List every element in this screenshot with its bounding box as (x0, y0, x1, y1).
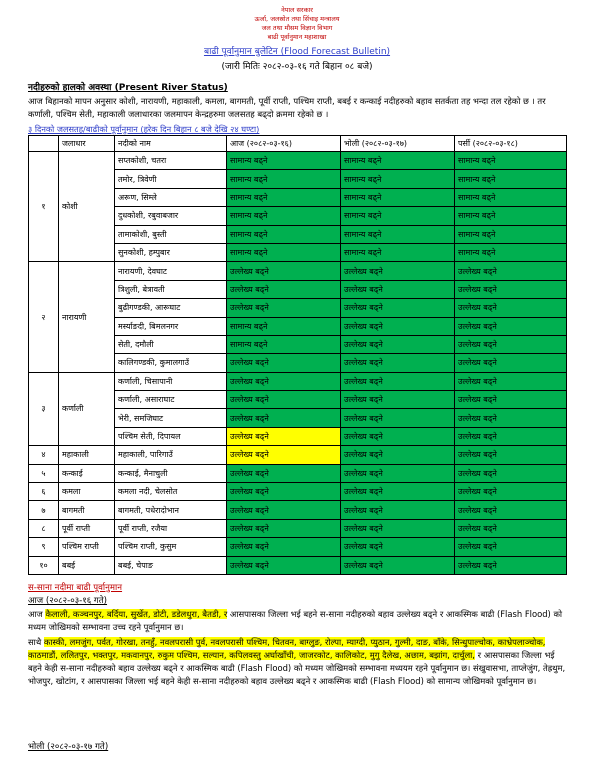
basin-number: ८ (29, 519, 59, 537)
forecast-cell-d2: उल्लेख्य बढ्ने (341, 538, 455, 556)
header-line-division: बाढी पूर्वानुमान महाशाखा (267, 33, 327, 41)
header-line-ministry: ऊर्जा, जलस्रोत तथा सिंचाइ मन्त्रालय (254, 15, 340, 23)
forecast-cell-d1: उल्लेख्य बढ्ने (227, 464, 341, 482)
station-name: त्रिशुली, बेत्रावती (115, 280, 227, 298)
forecast-cell-d1: उल्लेख्य बढ्ने (227, 483, 341, 501)
basin-number: ३ (29, 372, 59, 446)
forecast-cell-d1: उल्लेख्य बढ्ने (227, 391, 341, 409)
forecast-cell-d1: उल्लेख्य बढ्ने (227, 409, 341, 427)
para1-lead: आज (28, 608, 46, 619)
forecast-cell-d3: सामान्य बढ्ने (455, 207, 567, 225)
forecast-table (28, 135, 567, 575)
station-name: महाकाली, पारिगाउँ (115, 446, 227, 464)
forecast-cell-d3: उल्लेख्य बढ्ने (455, 538, 567, 556)
forecast-cell-d3: उल्लेख्य बढ्ने (455, 501, 567, 519)
header-basin: जलाधार (59, 136, 115, 152)
header-line-government: नेपाल सरकार (281, 6, 313, 14)
station-name: भेरी, समजिघाट (115, 409, 227, 427)
station-name: सुनकोशी, हम्पुबार (115, 243, 227, 261)
forecast-cell-d2: सामान्य बढ्ने (341, 188, 455, 206)
header-station: नदीको नाम (115, 136, 227, 152)
forecast-cell-d2: सामान्य बढ्ने (341, 152, 455, 170)
table-row (29, 372, 567, 390)
station-name: कन्काई, मैनाचुली (115, 464, 227, 482)
forecast-cell-d3: उल्लेख्य बढ्ने (455, 556, 567, 574)
forecast-cell-d3: उल्लेख्य बढ्ने (455, 317, 567, 335)
basin-name: बबई (59, 556, 115, 574)
station-name: अरूण, सिम्ले (115, 188, 227, 206)
basin-number: ९ (29, 538, 59, 556)
station-name: पश्चिम सेती, दिपायल (115, 427, 227, 445)
forecast-heading: ३ दिनको जलसतह/बाढीको पूर्वानुमान (हरेक दिन बिहान ८ बजे देखि २४ घण्टा) (28, 124, 260, 134)
station-name: नारायणी, देवघाट (115, 262, 227, 280)
table-row (29, 262, 567, 280)
basin-number: ४ (29, 446, 59, 464)
forecast-cell-d3: उल्लेख्य बढ्ने (455, 483, 567, 501)
basin-name: कमला (59, 483, 115, 501)
table-row (29, 152, 567, 170)
forecast-cell-d1: उल्लेख्य बढ्ने (227, 262, 341, 280)
forecast-cell-d1: उल्लेख्य बढ्ने (227, 372, 341, 390)
forecast-cell-d1: उल्लेख्य बढ्ने (227, 427, 341, 445)
basin-name: कन्काई (59, 464, 115, 482)
table-row (29, 538, 567, 556)
forecast-cell-d3: उल्लेख्य बढ्ने (455, 464, 567, 482)
station-name: बागमती, पधेरादोभान (115, 501, 227, 519)
forecast-cell-d1: उल्लेख्य बढ्ने (227, 538, 341, 556)
basin-name: महाकाली (59, 446, 115, 464)
small-rivers-para-1 (28, 608, 566, 634)
forecast-cell-d1: उल्लेख्य बढ्ने (227, 299, 341, 317)
forecast-cell-d1: सामान्य बढ्ने (227, 225, 341, 243)
station-name: कालिगण्डकी, कुमालगाउँ (115, 354, 227, 372)
forecast-cell-d1: उल्लेख्य बढ्ने (227, 354, 341, 372)
forecast-cell-d3: उल्लेख्य बढ्ने (455, 280, 567, 298)
basin-number: १ (29, 152, 59, 262)
station-name: कर्णाली, असाराघाट (115, 391, 227, 409)
header-today: आज (२०८२-०३-१६) (227, 136, 341, 152)
station-name: तमोर, त्रिवेणी (115, 170, 227, 188)
forecast-cell-d3: उल्लेख्य बढ्ने (455, 354, 567, 372)
station-name: सप्तकोशी, चतरा (115, 152, 227, 170)
station-name: दुधकोशी, रबुवाबजार (115, 207, 227, 225)
station-name: कमला नदी, चेलसोत (115, 483, 227, 501)
forecast-cell-d3: उल्लेख्य बढ्ने (455, 335, 567, 353)
header-day-after: पर्सी (२०८२-०३-१८) (455, 136, 567, 152)
forecast-cell-d1: उल्लेख्य बढ्ने (227, 280, 341, 298)
issued-date: (जारी मितिः २०८२-०३-१६ गते बिहान ०८ बजे) (221, 62, 373, 72)
forecast-cell-d2: सामान्य बढ्ने (341, 207, 455, 225)
header-tomorrow: भोली (२०८२-०३-१७) (341, 136, 455, 152)
forecast-cell-d2: उल्लेख्य बढ्ने (341, 519, 455, 537)
forecast-cell-d2: उल्लेख्य बढ्ने (341, 262, 455, 280)
forecast-cell-d3: सामान्य बढ्ने (455, 188, 567, 206)
forecast-cell-d2: सामान्य बढ्ने (341, 225, 455, 243)
table-body (29, 152, 567, 575)
forecast-cell-d3: सामान्य बढ्ने (455, 243, 567, 261)
forecast-cell-d2: सामान्य बढ्ने (341, 243, 455, 261)
header-num (29, 136, 59, 152)
forecast-cell-d2: उल्लेख्य बढ्ने (341, 501, 455, 519)
forecast-cell-d3: उल्लेख्य बढ्ने (455, 427, 567, 445)
station-name: पूर्वी राप्ती, रजैया (115, 519, 227, 537)
forecast-cell-d1: सामान्य बढ्ने (227, 170, 341, 188)
forecast-cell-d2: उल्लेख्य बढ्ने (341, 427, 455, 445)
basin-name: नारायणी (59, 262, 115, 372)
station-name: सेती, दमौली (115, 335, 227, 353)
forecast-cell-d3: उल्लेख्य बढ्ने (455, 262, 567, 280)
header-line-department: जल तथा मौसम विज्ञान विभाग (261, 24, 333, 32)
station-name: मर्स्याङदी, बिमलनगर (115, 317, 227, 335)
forecast-cell-d2: सामान्य बढ्ने (341, 170, 455, 188)
basin-number: ६ (29, 483, 59, 501)
station-name: तामाकोशी, बुस्ती (115, 225, 227, 243)
para2-rest: र आसपासका जिल्ला भई बहने केही स-साना नदीहरुको बहाव उल्लेख्य बढ्ने र आकस्मिक बाढी (Flash Flood) को मध्यम जोखिमको सम्भावना मध्ययम रहने पूर्वानुमान छ। संखुवासभा, ताप्लेजुंग, तेह्रथुम, भोजपुर, खोटांग, र आसपासका जिल्ला भई बहने केही स-साना नदीहरुको बहाव उल्लेख्य बढ्ने र आकस्मिक बाढी (Flash Flood) को सामान्य जोखिमको पूर्वानुमान छ। (28, 649, 566, 686)
forecast-cell-d3: सामान्य बढ्ने (455, 152, 567, 170)
forecast-cell-d3: सामान्य बढ्ने (455, 225, 567, 243)
basin-name: बागमती (59, 501, 115, 519)
table-header-row (29, 136, 567, 152)
river-status-heading: नदीहरुको हालको अवस्था (Present River Status) (28, 83, 228, 93)
river-status-text: आज बिहानको मापन अनुसार कोशी, नारायणी, महाकाली, कमला, बागमती, पूर्वी राप्ती, पश्चिम राप्ती, बबई र कन्काई नदीहरुको बहाव सतर्कता तह भन्दा तल रहेको छ । तर कर्णाली, पश्चिम सेती, महाकाली जलाधारका जलमापन केन्द्रहरुमा जलसतह बढ्दो क्रममा रहेको छ । (28, 96, 546, 119)
forecast-cell-d1: सामान्य बढ्ने (227, 335, 341, 353)
basin-name: कोशी (59, 152, 115, 262)
today-label: आज (२०८२-०३-१६ गते) (28, 595, 108, 606)
station-name: बुढीगण्डकी, आरूघाट (115, 299, 227, 317)
forecast-cell-d2: उल्लेख्य बढ्ने (341, 335, 455, 353)
forecast-cell-d3: उल्लेख्य बढ्ने (455, 391, 567, 409)
forecast-cell-d2: उल्लेख्य बढ्ने (341, 299, 455, 317)
forecast-cell-d1: सामान्य बढ्ने (227, 152, 341, 170)
basin-number: २ (29, 262, 59, 372)
station-name: पश्चिम राप्ती, कुसुम (115, 538, 227, 556)
forecast-cell-d1: उल्लेख्य बढ्ने (227, 501, 341, 519)
forecast-cell-d2: उल्लेख्य बढ्ने (341, 372, 455, 390)
basin-name: पूर्वी राप्ती (59, 519, 115, 537)
table-row (29, 519, 567, 537)
tomorrow-label: भोली (२०८२-०३-१७ गते) (28, 742, 109, 752)
para1-highlight: कैलाली, कञ्चनपुर, बर्दिया, सुर्खेत, डोटी, डडेलधुरा, बैतडी, र (45, 608, 228, 619)
small-rivers-para-2 (28, 636, 566, 688)
table-row (29, 446, 567, 464)
table-row (29, 483, 567, 501)
basin-name: पश्चिम राप्ती (59, 538, 115, 556)
forecast-cell-d1: उल्लेख्य बढ्ने (227, 519, 341, 537)
forecast-cell-d1: सामान्य बढ्ने (227, 317, 341, 335)
forecast-cell-d2: उल्लेख्य बढ्ने (341, 446, 455, 464)
forecast-cell-d3: उल्लेख्य बढ्ने (455, 299, 567, 317)
basin-name: कर्णाली (59, 372, 115, 446)
forecast-cell-d2: उल्लेख्य बढ्ने (341, 483, 455, 501)
forecast-cell-d2: उल्लेख्य बढ्ने (341, 556, 455, 574)
basin-number: ५ (29, 464, 59, 482)
forecast-cell-d3: सामान्य बढ्ने (455, 170, 567, 188)
forecast-cell-d3: उल्लेख्य बढ्ने (455, 446, 567, 464)
forecast-cell-d3: उल्लेख्य बढ्ने (455, 409, 567, 427)
forecast-cell-d1: उल्लेख्य बढ्ने (227, 446, 341, 464)
table-row (29, 464, 567, 482)
forecast-cell-d1: सामान्य बढ्ने (227, 243, 341, 261)
forecast-cell-d1: उल्लेख्य बढ्ने (227, 556, 341, 574)
small-rivers-heading: स-साना नदीमा बाढी पूर्वानुमान (28, 582, 123, 593)
station-name: कर्णाली, चिसापानी (115, 372, 227, 390)
basin-number: ७ (29, 501, 59, 519)
table-row (29, 501, 567, 519)
table-row (29, 556, 567, 574)
header (0, 6, 594, 42)
forecast-cell-d3: उल्लेख्य बढ्ने (455, 519, 567, 537)
forecast-cell-d2: उल्लेख्य बढ्ने (341, 409, 455, 427)
forecast-cell-d3: उल्लेख्य बढ्ने (455, 372, 567, 390)
forecast-cell-d2: उल्लेख्य बढ्ने (341, 317, 455, 335)
forecast-cell-d2: उल्लेख्य बढ्ने (341, 354, 455, 372)
forecast-cell-d2: उल्लेख्य बढ्ने (341, 280, 455, 298)
bulletin-title: बाढी पूर्वानुमान बुलेटिन (Flood Forecast Bulletin) (203, 47, 391, 57)
forecast-cell-d2: उल्लेख्य बढ्ने (341, 464, 455, 482)
basin-number: १० (29, 556, 59, 574)
para2-highlight: कास्की, लमजुंग, पर्वत, गोरखा, तनहुँ, नवलपरासी पुर्व, नवलपरासी पश्चिम, चितवन, बाग्लुङ, रोल्पा, म्याग्दी, प्युठान, गुल्मी, दाङ, बाँके, सिन्धुपाल्चोक, काभ्रेपलाञ्चोक, काठमाडौं, ललितपुर, भक्तपुर, मकवानपुर, रुकुम पश्चिम, सल्यान, कपिलवस्तु अर्घाखाँची, जाजरकोट, कालिकोट, मुगु दैलेख, अछाम, बझांग, दार्चुला, (28, 636, 546, 660)
forecast-cell-d1: सामान्य बढ्ने (227, 188, 341, 206)
para1-rest: आसपासका जिल्ला भई बहने स-साना नदीहरुको बहाव उल्लेख्य बढ्ने र आकस्मिक बाढी (Flash Flood) को मध्यम जोखिमको सम्भावना उच्च रहने पूर्वानुमान छ। (28, 608, 563, 632)
forecast-cell-d2: उल्लेख्य बढ्ने (341, 391, 455, 409)
station-name: बबई, चेपाङ (115, 556, 227, 574)
para2-lead: साथै (28, 636, 44, 647)
forecast-cell-d1: सामान्य बढ्ने (227, 207, 341, 225)
